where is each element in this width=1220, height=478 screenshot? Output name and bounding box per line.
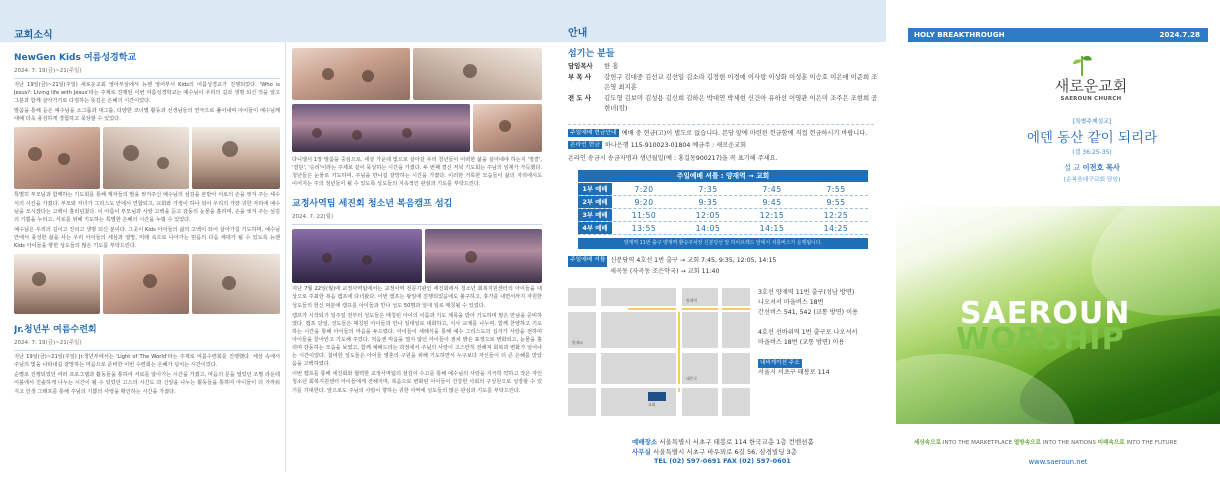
map-label: 교회 xyxy=(648,402,656,407)
gospel-camp-group-photo xyxy=(425,229,542,283)
staff-role: 전 도 사 xyxy=(568,93,591,102)
serving-staff-title: 섬기는 분들 xyxy=(568,49,615,59)
cover-theme: HOLY BREAKTHROUGH xyxy=(914,30,1005,39)
preacher xyxy=(1012,163,1172,173)
article-paragraph: 특별히 부모님과 함께하는 기도회를 통해 제자들의 발을 씻겨주신 예수님의 섬김을 본받아 서로의 손을 씻겨 주는 세수식의 시간을 가졌다. 부모와 자녀가 그리스도 안에서 연합되고, 교회와 가정이 하나 되어 우리의 가장 귀한 자리에 예수님을 모시겠다는 고백이 흘러넘쳤다. 이 아름이 부모님과 사랑 고백을 듣고 감동의 눈물을 흘리며, 손을 씻겨 주는 섬김의 기쁨을 누리고, 서로를 위해 기도하는 특별한 은혜의 시간을 누릴 수 있었다. xyxy=(14,192,280,223)
church-location-pin xyxy=(648,392,666,401)
worship-place-address: 서울특별시 서초구 태봉로 114 한국교총 1층 컨벤션홀 xyxy=(659,438,814,446)
departure-time: 14:25 xyxy=(823,224,849,233)
article-rule xyxy=(14,350,280,351)
service-label: 3부 예배 xyxy=(578,209,612,221)
sermon-scripture: (겔 36:25-35) xyxy=(1072,149,1112,156)
tagline-part: INTO THE NATIONS xyxy=(1040,440,1098,446)
website-link[interactable]: www.saeroun.net xyxy=(1028,458,1088,466)
news-column-2 xyxy=(292,42,542,478)
sermon-tag: [특별주제설교] xyxy=(1072,119,1112,125)
schedule-row xyxy=(578,222,868,235)
service-label: 2부 예배 xyxy=(578,196,612,208)
article-date-prison-ministry: 2024. 7. 22(월) xyxy=(292,214,334,221)
article-paragraph: 캠프가 시작되기 일주일 전부터 성도들은 매칭된 아이의 이름과 기도 제목을 받아 기도하며 말은 만남을 준비하였다. 캠프 당일, 성도들은 매칭된 아이들과 만나 일대일로 대화하고, 식사 교제를 나누며, 함께 찬양하고 기도하는 시간을 통해 아이들의 마음을 두드렸다. 아이들이 세례식을 통해 예수 그리스도의 십자가 사랑을 전하며 아이들을 끌어안고 기도해 주었다. 처음엔 마음을 열지 않던 아이들이 점차 밝은 표정으로 변화되고, 눈물을 흘리며 감동하는 모습을 보였고, 함께 예배드리는 과정에서 주님의 사랑이 고스란히 전해져 회복과 변화가 일어나는 시간이었다. 참여한 성도들은 아이들 영혼의 구원을 위해 기도하면서 누구보다 자신들이 더 큰 은혜를 받았음을 고백하였다. xyxy=(292,312,542,368)
office-address: 서울특별시 서초구 바우뫼로 6길 56, 삼경빌딩 3층 xyxy=(652,447,797,456)
online-offering-note: 온라인 송금시 송금자명과 생년월일(예 : 홍길동900217)을 꼭 표기해 주세요. xyxy=(568,155,778,162)
departure-time: 12:25 xyxy=(823,211,849,220)
article-paragraph: 지난 7월 22일(월)에 교정사역팀에서는 교정사역 전문기관인 세진회에서 청소년 회복지원센터의 아이들을 대상으로 주최한 복음 캠프에 다녀왔다. 이번 캠프는 왕일에 진행되었음에도 불구하고, 휴가를 내면서까지 자원한 성도들의 헌신 덕분에 캠프를 아이들과 만나 성도 50명과 일대 일로 매칭될 수 있었다. xyxy=(292,286,542,309)
office-label: 사무실 xyxy=(632,447,651,456)
navigation-tag: 내비게이션 주소 xyxy=(760,360,800,366)
kids-prayer-photo xyxy=(192,127,280,189)
article-paragraph: 이번 캠프를 통해 세진회와 협력한 교정사역팀의 섬김이 수고를 통해 예수님의 사랑을 지극히 약하고 작은 자인 청소년 회복지원센터 아이들에게 전해지며, 복음으로 변화된 아이들이 건강한 사회의 구성원으로 성장할 수 있기를 기대한다. 앞으로도 주님의 사랑이 향하는 귀한 사역에 성도들의 많은 관심과 기도를 부탁드린다. xyxy=(292,371,542,394)
news-column-1 xyxy=(14,42,280,478)
article-date-newgen-kids: 2024. 7. 19(금)~21(주일) xyxy=(14,68,82,74)
photo-row-youth-camp xyxy=(292,48,542,100)
navigation-address xyxy=(758,358,880,378)
article-paragraph: 예수님은 우리의 길이고 진리고 생명 되신 분이다. 그곳이 Kids 아이들의 삶의 고백이 되어 살아가길 기도하며, 예수님 안에서 풍성한 삶을 사는 우리 아이들의 세심과 열망, 미래 속으로 나아가는 믿음의 다음 세대가 될 수 있도록 뉴젠 Kids 아이들을 향한 성도들의 많은 기도를 부탁드린다. xyxy=(14,226,280,250)
navigation-address-text: 서울시 서초구 태봉로 114 xyxy=(758,369,830,376)
staff-row xyxy=(568,61,878,72)
direction-line: 4호선 선바위역 1번 출구로 나오셔서 xyxy=(758,329,858,336)
location-map xyxy=(568,288,750,416)
kids-hug-photo xyxy=(192,254,280,314)
youth-prayer-photo xyxy=(473,104,542,152)
parents-children-photo xyxy=(103,254,189,314)
extra-shuttle-info xyxy=(568,256,878,277)
cover-date: 2024.7.28 xyxy=(1159,30,1200,39)
departure-time: 9:45 xyxy=(762,198,782,207)
staff-names: 김도형 김보미 김성용 김신희 김하은 박대연 박세현 신건아 유하선 이영관 이은미 조주은 조현희 공현녀(캄) xyxy=(604,93,878,112)
departure-time: 12:15 xyxy=(759,211,785,220)
news-section-title: 교회소식 xyxy=(14,30,53,41)
worship-place-label: 예배장소 xyxy=(632,438,658,446)
map-label: 양재역 xyxy=(686,298,698,303)
sermon-title: 에덴 동산 같이 되리라 xyxy=(1026,130,1158,146)
tagline-part: INTO THE MARKETPLACE xyxy=(941,440,1014,446)
tagline-part: 미래속으로 xyxy=(1097,440,1125,446)
staff-names: 강헌구 김대중 김선교 김선일 김소라 김정현 이경애 이사랑 이상화 이성훈 이승호 이은애 이준희 조은영 최지훈 xyxy=(604,72,878,91)
departure-time: 14:15 xyxy=(759,224,785,233)
bulletin-cover xyxy=(896,0,1220,478)
preacher-role: (순복음대구교회 담임) xyxy=(1063,177,1121,183)
youth-smile-photo xyxy=(413,48,542,100)
tagline-part: INTO THE FUTURE xyxy=(1124,440,1178,446)
departure-time: 9:20 xyxy=(634,198,654,207)
schedule-row xyxy=(578,209,868,222)
staff-names: 한 홍 xyxy=(604,62,619,70)
transit-directions xyxy=(758,288,880,378)
online-offering-tag: 온라인 현금 xyxy=(570,142,600,148)
departure-time: 9:55 xyxy=(826,198,846,207)
serving-staff-list xyxy=(568,61,878,114)
info-header-band xyxy=(550,0,886,42)
shuttle-schedule-title: 주일예배 셔틀 : 양재역 → 교회 xyxy=(578,170,868,182)
subway-line4-directions xyxy=(758,328,880,348)
tagline-part: 세상속으로 xyxy=(914,440,942,446)
kids-activity-photo xyxy=(103,127,189,189)
phone-fax: TEL (02) 597-0691 FAX (02) 597-0601 xyxy=(654,457,791,465)
info-section-title: 안내 xyxy=(568,28,588,39)
direction-line: 마을버스 18번 (교통 방면) 이용 xyxy=(758,339,845,346)
column-divider xyxy=(285,42,286,472)
gospel-camp-photo xyxy=(292,229,422,283)
article-rule xyxy=(292,224,542,225)
online-offering xyxy=(568,141,878,150)
direction-line: 나오셔서 마을버스 18번 xyxy=(758,299,824,306)
article-paragraph: 지난 19일(금)~21일(주일) Jr.청년부에서는 'Light of The World'라는 주제로 여름수련회를 진행했다. 세상 속에서 주님의 빛을 나타내길 갈망하는 마음으로 준비한 이번 수련회는 은혜가 넘치는 시간이었다. xyxy=(14,354,280,369)
staff-row xyxy=(568,72,878,93)
departure-time: 7:20 xyxy=(634,185,654,194)
tagline-part: 열방속으로 xyxy=(1013,440,1041,446)
departure-time: 7:35 xyxy=(698,185,718,194)
wordmark-saeroun: SAEROUN xyxy=(960,296,1131,331)
address-footer xyxy=(632,438,882,467)
youth-group-photo xyxy=(292,48,410,100)
article-paragraph: 순별로 진행되었던 여러 프로그램과 활동들을 통하여 서로를 알아가는 시간을 가졌고, 마음의 문을 열었던 조별 라운테이블에서 진솔하게 나누는 시간이 될 수 있었던 고스의 시간도 과 신앙을 나누는 활동들을 통하여 아이들이 더 가까워지고 인생 그래프를 통해 주님의 기쁨의 사랑을 확인하는 시간을 가졌다. xyxy=(14,372,280,395)
article-title-newgen-kids: NewGen Kids 여름성경학교 xyxy=(14,53,137,63)
foot-washing-photo xyxy=(14,254,100,314)
preacher-name: 이전호 목사 xyxy=(1082,163,1120,172)
info-panel xyxy=(550,0,886,478)
shuttle-schedule-table xyxy=(578,183,868,235)
map-label: 태봉로 xyxy=(686,376,698,381)
staff-row xyxy=(568,93,878,114)
cover-top-bar xyxy=(908,28,1208,42)
online-offering-account: 하나은행 115-910023-01804 예금주 : 새로운교회 xyxy=(604,142,747,149)
article-title-prison-ministry: 교정사역팀 세진회 청소년 복음캠프 섬김 xyxy=(292,199,453,210)
service-label: 4부 예배 xyxy=(578,222,612,234)
article-paragraph: 말씀을 통해 듣은 예수님을 소그룹과 대그룹, 다양한 코너별 활동과 선생님들의 연극으로 풀어내며 아이들이 예수님께 대해 더욱 풍성하게 경험하고 묵상할 수 있었다. xyxy=(14,108,280,123)
mission-tagline xyxy=(914,438,1214,446)
map-label: 양재IC xyxy=(572,340,584,345)
subway-line3-directions xyxy=(758,288,880,318)
news-header-band xyxy=(0,0,550,42)
offering-notice xyxy=(568,129,878,138)
direction-line: 3호선 양재역 11번 출구(성남 방면) xyxy=(758,289,855,296)
service-label: 1부 예배 xyxy=(578,183,612,195)
church-name: 새로운교회 xyxy=(1054,77,1128,95)
wordmark-worship: WORSHIP xyxy=(956,322,1125,357)
staff-role: 부 목 사 xyxy=(568,72,591,81)
extra-shuttle-line: 신분당역 4호선 1번 출구 → 교회 7:45, 9:35, 12:05, 14:15 xyxy=(610,257,777,264)
photo-row-youth-worship xyxy=(292,104,542,152)
article-rule xyxy=(14,78,280,79)
article-paragraph: 지난 19일(금)~21일(주일) 새로운교회 영아부실에서 뉴젠 영어부서 Kids의 여름성경교가 진행되었다. 'Who is Jesus?: Living life with Jesus'라는 주제로 진행된 이번 여름성경학교는 예수님이 우리의 길과 생명 되신 것을 알고 그분과 함께 살아가기로 다짐하는 뜻깊은 은혜의 시간이었다. xyxy=(14,82,280,105)
departure-time: 12:05 xyxy=(695,211,721,220)
offering-notice-tag: 주일예배 현금안내 xyxy=(570,130,617,136)
staff-role: 담임목사 xyxy=(568,62,593,70)
schedule-row xyxy=(578,183,868,196)
preacher-prefix: 설 교 xyxy=(1064,163,1081,172)
departure-time: 11:50 xyxy=(631,211,657,220)
photo-row-newgen-kids xyxy=(14,127,280,189)
direction-line: 간선버스 541, 542 (교통 방면) 이용 xyxy=(758,309,859,316)
photo-row-gospel-camp xyxy=(292,229,542,283)
youth-worship-photo xyxy=(292,104,470,152)
departure-time: 7:45 xyxy=(762,185,782,194)
church-news-panel xyxy=(0,0,550,478)
article-date-jr-youth: 2024. 7. 19(금)~21(주일) xyxy=(14,340,82,347)
offering-notice-text: 예배 중 현금(고)이 별도로 없습니다. 본당 앞에 마련된 헌금함에 직접 헌금하시기 바랍니다. xyxy=(621,130,868,137)
departure-time: 7:55 xyxy=(826,185,846,194)
extra-shuttle-line: 세곡동 (자곡동 조은약국) → 교회 11:40 xyxy=(610,267,720,275)
photo-row-foot-washing xyxy=(14,254,280,314)
departure-time: 9:35 xyxy=(698,198,718,207)
church-name-english: SAEROUN CHURCH xyxy=(1060,96,1122,102)
departure-time: 13:55 xyxy=(631,224,657,233)
shuttle-note: 양재역 11번 출구 양재역 환승주차장 신분당선 앞 하이브레드 앞에서 셔틀버스가 운행됩니다. xyxy=(578,238,868,249)
extra-shuttle-tag: 주일예배 셔틀 xyxy=(568,256,607,267)
article-title-jr-youth: Jr.청년부 여름수련회 xyxy=(14,325,97,336)
schedule-row xyxy=(578,196,868,209)
departure-time: 14:05 xyxy=(695,224,721,233)
kids-class-photo xyxy=(14,127,100,189)
article-paragraph: 다니엘서 1장 말씀을 중심으로, 세상 가운데 빛으로 살아갈 우리 청년들이 어떠한 삶을 살아내야 하는지 '정결', '결단', '승리'이라는 주제로 같이 묵상하는 시간을 가졌다. 두 번째 결신 저녁 기도회는 주님의 임재가 가득했다. 청년들은 눈물로 기도하며, 주님을 만나길 갈망하는 시간을 가졌다. 이러한 거룩한 모습들이 삶의 자리에서도 이어지는 주의 청년들이 될 수 있도록 성도들의 지속적인 관심과 기도를 부탁드린다. xyxy=(292,157,542,188)
dotted-divider xyxy=(568,124,874,125)
